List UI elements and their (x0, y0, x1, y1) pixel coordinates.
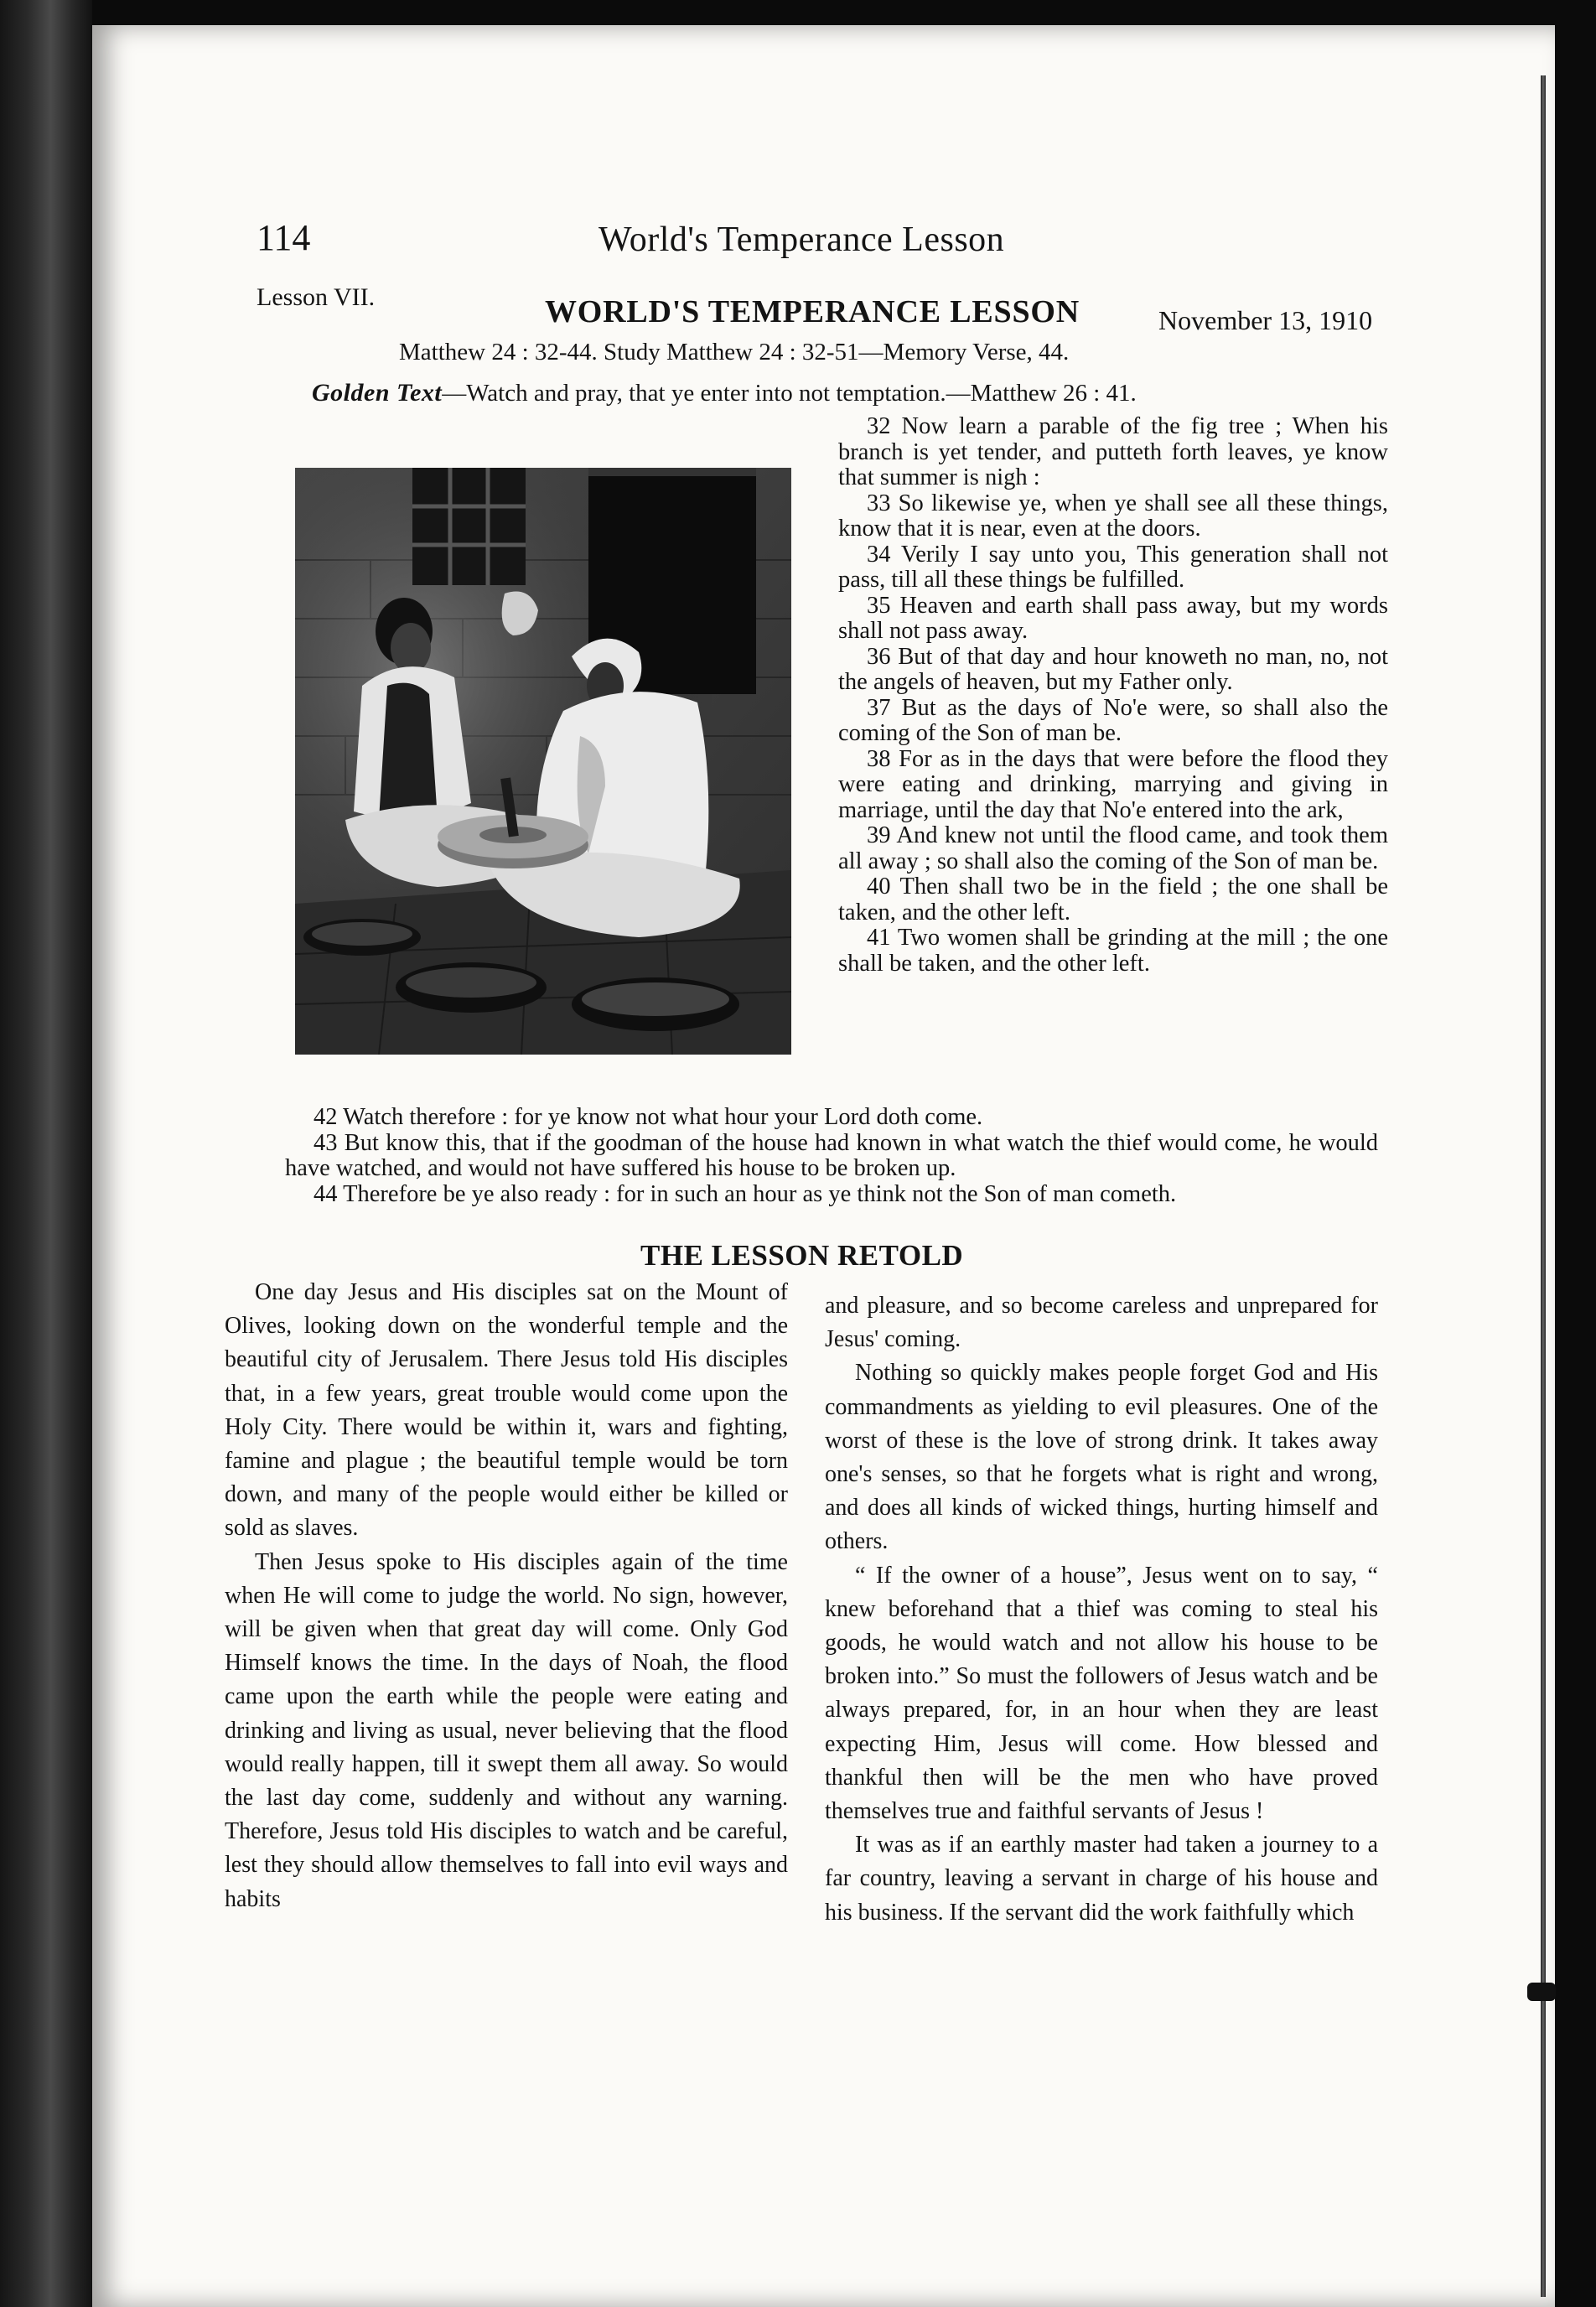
verse-44: 44 Therefore be ye also ready : for in such an hour as ye think not the Son of man cometh. (314, 1180, 1177, 1207)
scripture-verses (838, 414, 1388, 977)
retold-paragraph: Then Jesus spoke to His disciples again of the time when He will come to judge the world. No sign, however, will be given when that great day will come. Only God Himself knows the time. In the days of Noah, the flood came upon the earth while the people were eating and drinking and living as usual, never believing that the flood would really happen, till it swept them all away. So would the last day come, suddenly and without any warning. Therefore, Jesus told His disciples to watch and be careful, lest they should allow themselves to fall into evil ways and habits (225, 1548, 788, 1912)
verse-32: 32 Now learn a parable of the fig tree ; When his branch is yet tender, and putteth forth leaves, ye know that summer is nigh : (838, 413, 1388, 490)
verse-33: 33 So likewise ye, when ye shall see all these things, know that it is near, even at the doors. (838, 490, 1388, 542)
page-edge-line (1541, 75, 1546, 2297)
book-gutter-shadow (0, 0, 92, 2307)
retold-paragraph: “ If the owner of a house”, Jesus went on to say, “ knew beforehand that a thief was coming to steal his goods, he would watch and not allow his house to be broken into.” So must the followers of Jesus watch and be always prepared, for, in an hour when they are least expecting Him, Jesus will come. How blessed and thankful then will be the men who have proved themselves true and faithful servants of Jesus ! (825, 1562, 1378, 1825)
running-head: World's Temperance Lesson (598, 220, 1005, 259)
lesson-title: WORLD'S TEMPERANCE LESSON (545, 294, 1080, 329)
retold-paragraph: Nothing so quickly makes people forget God and His commandments as yielding to evil pleasures. One of the worst of these is the love of strong drink. It takes away one's senses, so that he forgets what is right and wrong, and does all kinds of wicked things, hurting himself and others. (825, 1360, 1378, 1555)
page-marker (1527, 1983, 1556, 2001)
golden-text (312, 379, 1137, 407)
lesson-date: November 13, 1910 (1158, 305, 1373, 335)
verse-40: 40 Then shall two be in the field ; the one shall be taken, and the other left. (838, 874, 1388, 925)
verse-36: 36 But of that day and hour knoweth no man, no, not the angels of heaven, but my Father only. (838, 643, 1388, 695)
retold-paragraph: One day Jesus and His disciples sat on the Mount of Olives, looking down on the wonderful temple and the beautiful city of Jerusalem. There Jesus told His disciples that, in a few years, great trouble would come upon the Holy City. There would be within it, wars and fighting, famine and plague ; the beautiful temple would be torn down, and many of the people would either be killed or sold as slaves. (225, 1279, 788, 1542)
illustration-women-grinding-at-mill (295, 468, 791, 1055)
scripture-reference: Matthew 24 : 32-44. Study Matthew 24 : 32-51—Memory Verse, 44. (399, 339, 1070, 365)
retold-paragraph: and pleasure, and so become careless and unprepared for Jesus' coming. (825, 1293, 1378, 1353)
verse-34: 34 Verily I say unto you, This generation shall not pass, till all these things be fulfilled. (838, 541, 1388, 593)
verse-41: 41 Two women shall be grinding at the mill ; the one shall be taken, and the other left. (838, 925, 1388, 977)
verse-37: 37 But as the days of No'e were, so shall also the coming of the Son of man be. (838, 694, 1388, 746)
verse-42: 42 Watch therefore : for ye know not what hour your Lord doth come. (314, 1104, 983, 1130)
retold-paragraph: It was as if an earthly master had taken a journey to a far country, leaving a servant in charge of his house and his business. If the servant did the work faithfully which (825, 1832, 1378, 1926)
golden-text-body: —Watch and pray, that ye enter into not temptation.—Matthew 26 : 41. (442, 380, 1137, 407)
verse-35: 35 Heaven and earth shall pass away, but my words shall not pass away. (838, 592, 1389, 644)
page-number: 114 (256, 217, 311, 258)
lesson-label: Lesson VII. (256, 283, 376, 311)
retold-column-right (825, 1289, 1378, 1930)
scan-border (1555, 0, 1596, 2307)
retold-column-left (225, 1276, 788, 1916)
verse-39: 39 And knew not until the flood came, and took them all away ; so shall also the coming of the Son of man be. (838, 822, 1388, 874)
golden-text-label: Golden Text (312, 379, 443, 407)
verse-38: 38 For as in the days that were before the flood they were eating and drinking, marrying and giving in marriage, until the day that No'e entered into the ark, (838, 745, 1388, 823)
section-heading: THE LESSON RETOLD (640, 1239, 964, 1272)
scripture-verses-full-width (285, 1105, 1378, 1207)
verse-43: 43 But know this, that if the goodman of the house had known in what watch the thief would come, he would have watched, and would not have suffered his house to be broken up. (285, 1129, 1379, 1181)
